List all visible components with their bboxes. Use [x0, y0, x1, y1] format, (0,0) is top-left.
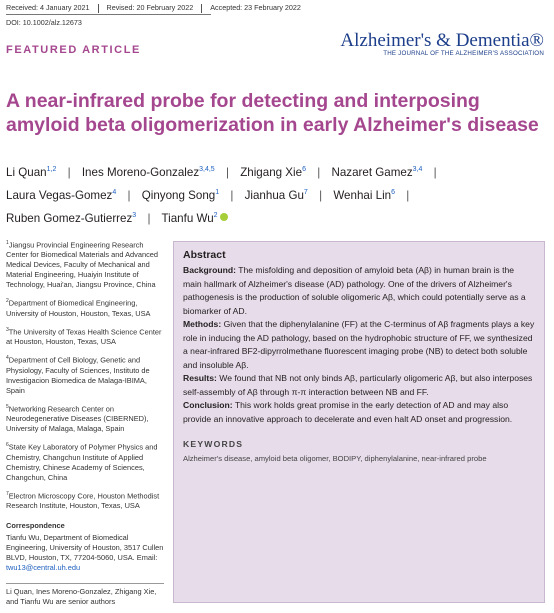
affiliation-number: 6: [6, 442, 9, 449]
author-name[interactable]: [6, 212, 136, 225]
correspondence-heading: Correspondence: [6, 521, 65, 531]
affiliation-number: 3: [6, 326, 9, 333]
author-affiliation-number: 3: [132, 211, 137, 219]
author-affiliation-number: 2: [213, 211, 218, 219]
abstract-conclusion: [183, 399, 535, 426]
author-name-text: Wenhai Lin: [333, 188, 392, 202]
conclusion-text: This work holds great promise in the early detection of AD and may also provide an innovative approach to decelerate and even halt AD onset and progression.: [183, 400, 513, 424]
author-separator: |: [319, 188, 323, 202]
affiliation-text: Jiangsu Provincial Engineering Research Center for Biomedical Materials and Advanced Medical Devices, Faculty of Mechanical and Material Engineering, Huaiyin Institute of Technology, Huai'an, Jiangsu Province, China: [6, 240, 158, 290]
affiliation-item: [6, 238, 164, 290]
author-name[interactable]: [142, 189, 219, 202]
affiliation-item: [6, 325, 164, 347]
author-separator: |: [147, 211, 151, 225]
author-name[interactable]: [333, 189, 395, 202]
results-text: We found that NB not only binds Aβ, particularly oligomeric Aβ, but also interposes self-assembly of Aβ through π-π interaction between NB and FF.: [183, 373, 533, 397]
author-affiliation-number: 7: [303, 188, 308, 196]
affiliations: [6, 238, 164, 579]
article-title: A near-infrared probe for detecting and interposing amyloid beta oligomerization in early Alzheimer's disease: [6, 90, 539, 136]
article-type: FEATURED ARTICLE: [6, 44, 141, 56]
author-affiliation-number: 6: [391, 188, 396, 196]
author-name[interactable]: [6, 189, 116, 202]
author-separator: |: [67, 165, 71, 179]
author-separator: |: [317, 165, 321, 179]
affiliation-item: [6, 353, 164, 395]
journal-logo[interactable]: [340, 30, 544, 57]
author-affiliation-number: 3,4,5: [199, 166, 215, 173]
author-name-text: Ines Moreno-Gonzalez: [81, 165, 200, 179]
author-name[interactable]: [331, 166, 422, 179]
author-name-text: Zhigang Xie: [240, 165, 303, 179]
author-name-text: Tianfu Wu: [161, 211, 214, 225]
affiliation-number: 1: [6, 240, 9, 246]
author-name[interactable]: [240, 166, 306, 179]
affiliation-text: Department of Cell Biology, Genetic and Physiology, Faculty of Sciences, Instituto de Investigacion Biomedica de Malaga-IBIMA, Spain: [6, 355, 150, 395]
affiliation-number: 7: [6, 490, 9, 497]
affiliation-item: [6, 440, 164, 482]
orcid-icon[interactable]: [220, 213, 228, 221]
author-separator: |: [230, 188, 234, 202]
author-name-text: Qinyong Song: [141, 188, 216, 202]
separator: [98, 4, 99, 13]
results-label: Results:: [183, 373, 217, 383]
footnote-rule: [6, 583, 164, 584]
conclusion-label: Conclusion:: [183, 400, 233, 410]
received-date: Received: 4 January 2021: [6, 3, 90, 12]
author-name[interactable]: [82, 166, 215, 179]
abstract-methods: [183, 318, 535, 372]
accepted-date: Accepted: 23 February 2022: [210, 3, 301, 12]
affiliation-number: 4: [6, 355, 9, 362]
methods-label: Methods:: [183, 319, 222, 329]
revised-date: Revised: 20 February 2022: [106, 3, 194, 12]
author-affiliation-number: 1: [215, 188, 220, 196]
author-name-text: Laura Vegas-Gomez: [6, 188, 113, 202]
affiliation-text: The University of Texas Health Science Center at Houston, Houston, Texas, USA: [6, 327, 162, 347]
keywords-text: Alzheimer's disease, amyloid beta oligomer, BODIPY, diphenylalanine, near-infrared probe: [183, 453, 487, 463]
separator: [201, 4, 202, 13]
affiliation-text: Department of Biomedical Engineering, University of Houston, Houston, Texas, USA: [6, 298, 151, 318]
affiliation-text: State Key Laboratory of Polymer Physics and Chemistry, Changchun Institute of Applied Chemistry, Chinese Academy of Sciences, Changchun, China: [6, 442, 158, 482]
background-label: Background:: [183, 265, 236, 275]
author-name[interactable]: [161, 212, 227, 225]
keywords-heading: KEYWORDS: [183, 439, 244, 449]
author-list: [6, 160, 546, 229]
affiliation-item: [6, 402, 164, 434]
author-name[interactable]: [6, 166, 56, 179]
background-text: The misfolding and deposition of amyloid beta (Aβ) in human brain is the main hallmark of Alzheimer's disease (AD) pathology. One of the drivers of Alzheimer's pathogenesis is the production of soluble oligomeric Aβ, which could potentially serve as a biomarker of AD.: [183, 265, 526, 316]
methods-text: Given that the diphenylalanine (FF) at the C-terminus of Aβ fragments plays a key role in inducing the AD pathology, based on the hydrophobic structure of FF, we synthesized a near-infrared BF2-dipyrrolmethane fluorescent imaging probe (NB) to detect both soluble and insoluble Aβ.: [183, 319, 535, 370]
correspondence-text: [6, 533, 164, 573]
author-name-text: Jianhua Gu: [244, 188, 304, 202]
abstract-box: [173, 241, 545, 603]
journal-subtitle: THE JOURNAL OF THE ALZHEIMER'S ASSOCIATION: [383, 50, 544, 57]
abstract-heading: Abstract: [183, 249, 226, 261]
abstract-results: [183, 372, 535, 399]
doi[interactable]: DOI: 10.1002/alz.12673: [6, 18, 82, 27]
author-name[interactable]: [245, 189, 308, 202]
author-name-text: Li Quan: [6, 165, 47, 179]
header-rule: [6, 14, 211, 15]
affiliation-text: Electron Microscopy Core, Houston Methodist Research Institute, Houston, Texas, USA: [6, 491, 160, 511]
affiliation-item: [6, 489, 164, 511]
correspondence-address: Tianfu Wu, Department of Biomedical Engineering, University of Houston, 3517 Cullen BLVD, Houston, TX, 77204-5060, USA. Email:: [6, 533, 164, 563]
author-affiliation-number: 6: [302, 166, 306, 173]
affiliation-item: [6, 296, 164, 318]
correspondence-email[interactable]: twu13@central.uh.edu: [6, 563, 81, 573]
affiliation-text: Networking Research Center on Neurodegenerative Diseases (CIBERNED), University of Malaga, Malaga, Spain: [6, 404, 149, 434]
author-affiliation-number: 4: [112, 188, 117, 196]
abstract-background: [183, 264, 535, 318]
author-affiliation-number: 1,2: [46, 166, 57, 173]
senior-authors-note: Li Quan, Ines Moreno-Gonzalez, Zhigang Xie, and Tianfu Wu are senior authors: [6, 587, 157, 606]
journal-name: Alzheimer's & Dementia®: [340, 30, 544, 51]
author-separator: |: [433, 165, 437, 179]
affiliation-number: 2: [6, 298, 9, 305]
author-separator: |: [406, 188, 410, 202]
article-history: [6, 3, 301, 13]
author-separator: |: [127, 188, 131, 202]
author-name-text: Ruben Gomez-Gutierrez: [6, 211, 133, 225]
author-name-text: Nazaret Gamez: [331, 165, 413, 179]
author-separator: |: [225, 165, 229, 179]
author-affiliation-number: 3,4: [412, 166, 423, 173]
affiliation-number: 5: [6, 403, 9, 410]
